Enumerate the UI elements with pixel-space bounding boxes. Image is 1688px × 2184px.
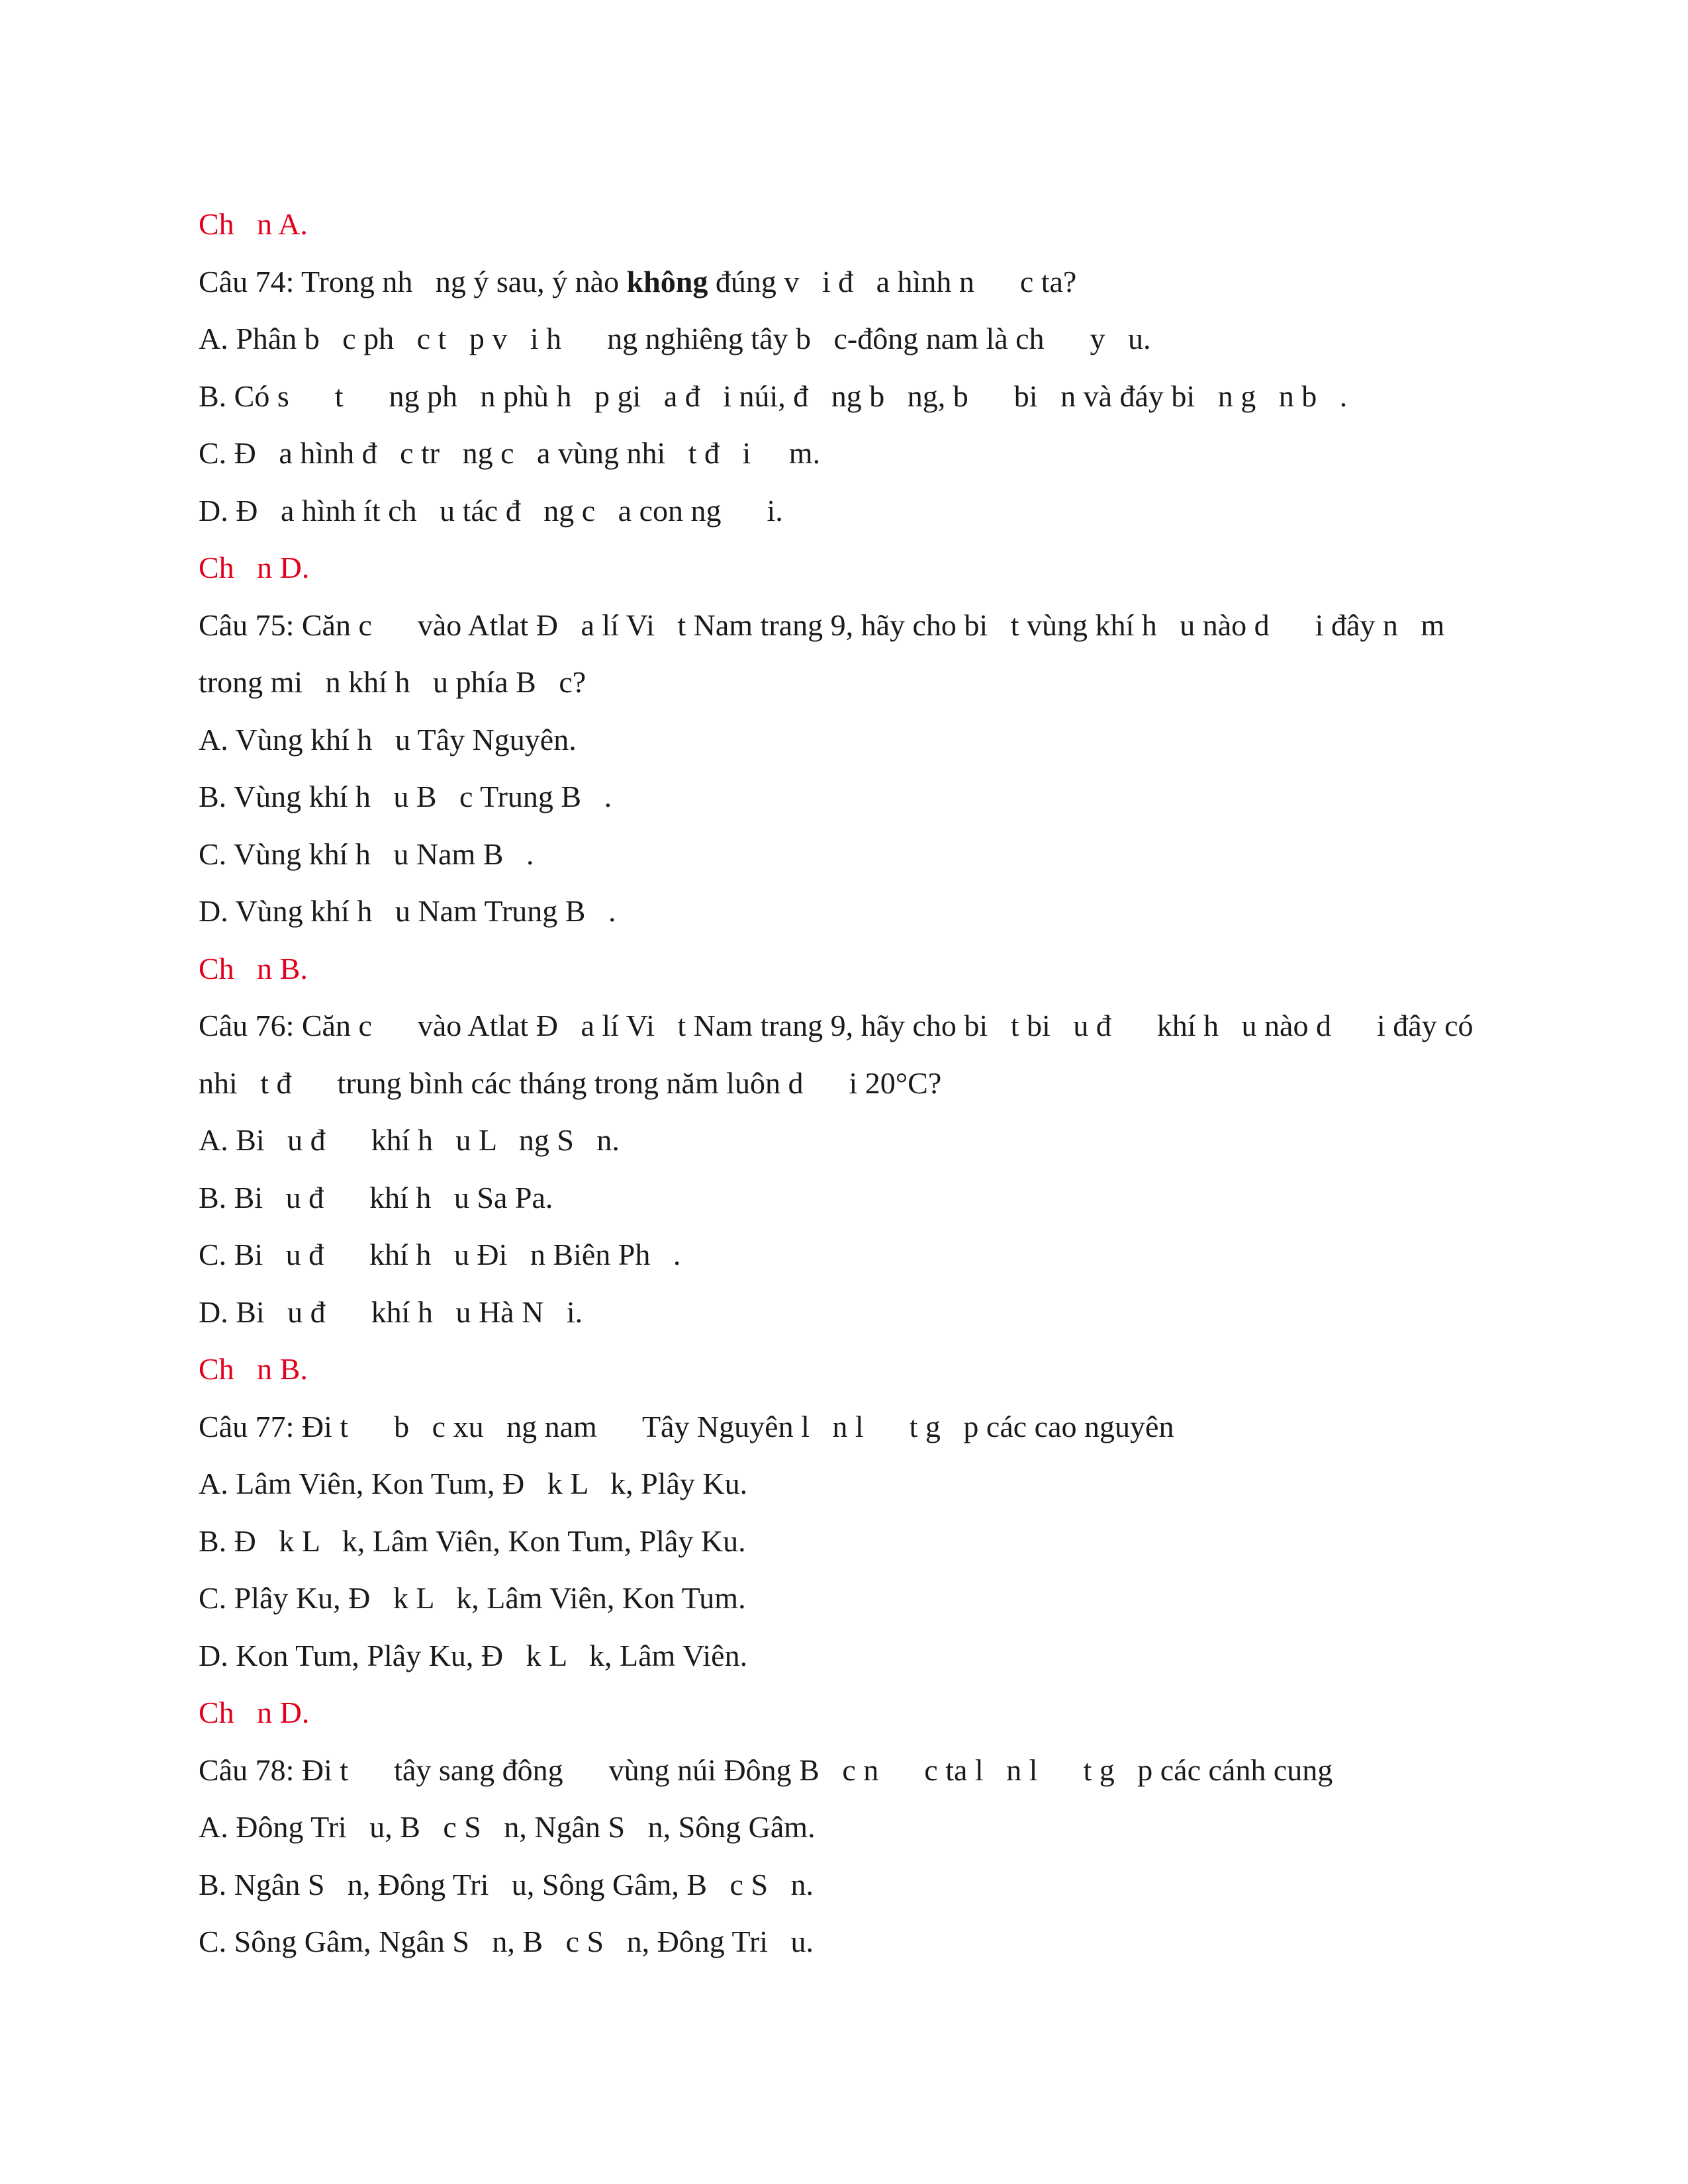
question-74-option-b: B. Có s t ng ph n phù h p gi a đ i núi, đ ng b ng, b bi n và đáy bi n g n b .: [199, 379, 1348, 413]
question-75-option-b: B. Vùng khí h u B c Trung B .: [199, 780, 612, 813]
answer-77: Ch n D.: [199, 1696, 310, 1729]
question-78-option-b: B. Ngân S n, Đông Tri u, Sông Gâm, B c S n.: [199, 1867, 814, 1901]
document-body: [199, 196, 1523, 1971]
question-74: [199, 253, 1523, 311]
question-76-line-1: Câu 76: Căn c vào Atlat Đ a lí Vi t Nam trang 9, hãy cho bi t bi u đ khí h u nào d i đây có: [199, 1009, 1474, 1042]
question-76-option-b: B. Bi u đ khí h u Sa Pa.: [199, 1180, 553, 1214]
question-74-emphasis: không: [626, 264, 708, 298]
question-74-option-c: C. Đ a hình đ c tr ng c a vùng nhi t đ i m.: [199, 436, 821, 470]
question-77-option-a: A. Lâm Viên, Kon Tum, Đ k L k, Plây Ku.: [199, 1467, 748, 1500]
question-77-option-b: B. Đ k L k, Lâm Viên, Kon Tum, Plây Ku.: [199, 1524, 746, 1558]
question-76-option-a: A. Bi u đ khí h u L ng S n.: [199, 1123, 620, 1157]
question-78-option-a: A. Đông Tri u, B c S n, Ngân S n, Sông Gâm.: [199, 1810, 816, 1844]
question-74-option-a: A. Phân b c ph c t p v i h ng nghiêng tây b c-đông nam là ch y u.: [199, 322, 1151, 355]
question-76-line-2: nhi t đ trung bình các tháng trong năm luôn d i 20°C?: [199, 1066, 942, 1100]
question-75-option-a: A. Vùng khí h u Tây Nguyên.: [199, 722, 577, 756]
question-75-option-c: C. Vùng khí h u Nam B .: [199, 837, 534, 871]
question-77-option-d: D. Kon Tum, Plây Ku, Đ k L k, Lâm Viên.: [199, 1638, 748, 1672]
question-77: Câu 77: Đi t b c xu ng nam Tây Nguyên l n l t g p các cao nguyên: [199, 1409, 1174, 1443]
question-78: Câu 78: Đi t tây sang đông vùng núi Đông B c n c ta l n l t g p các cánh cung: [199, 1752, 1333, 1787]
question-76-option-c: C. Bi u đ khí h u Đi n Biên Ph .: [199, 1238, 681, 1271]
answer-73: Ch n A.: [199, 207, 308, 241]
question-75-line-2: trong mi n khí h u phía B c?: [199, 665, 586, 699]
question-77-option-c: C. Plây Ku, Đ k L k, Lâm Viên, Kon Tum.: [199, 1581, 746, 1615]
answer-75: Ch n B.: [199, 951, 308, 985]
question-74-text-start: Câu 74: Trong nh ng ý sau, ý nào: [199, 264, 627, 298]
answer-76: Ch n B.: [199, 1352, 308, 1386]
question-75-line-1: Câu 75: Căn c vào Atlat Đ a lí Vi t Nam trang 9, hãy cho bi t vùng khí h u nào d i đây n m: [199, 608, 1445, 642]
question-74-text-end: đúng v i đ a hình n c ta?: [708, 264, 1077, 298]
question-78-option-c: C. Sông Gâm, Ngân S n, B c S n, Đông Tri u.: [199, 1925, 814, 1958]
question-75-option-d: D. Vùng khí h u Nam Trung B .: [199, 894, 616, 928]
answer-74: Ch n D.: [199, 551, 310, 584]
question-76-option-d: D. Bi u đ khí h u Hà N i.: [199, 1295, 583, 1329]
question-74-option-d: D. Đ a hình ít ch u tác đ ng c a con ng i.: [199, 493, 783, 527]
